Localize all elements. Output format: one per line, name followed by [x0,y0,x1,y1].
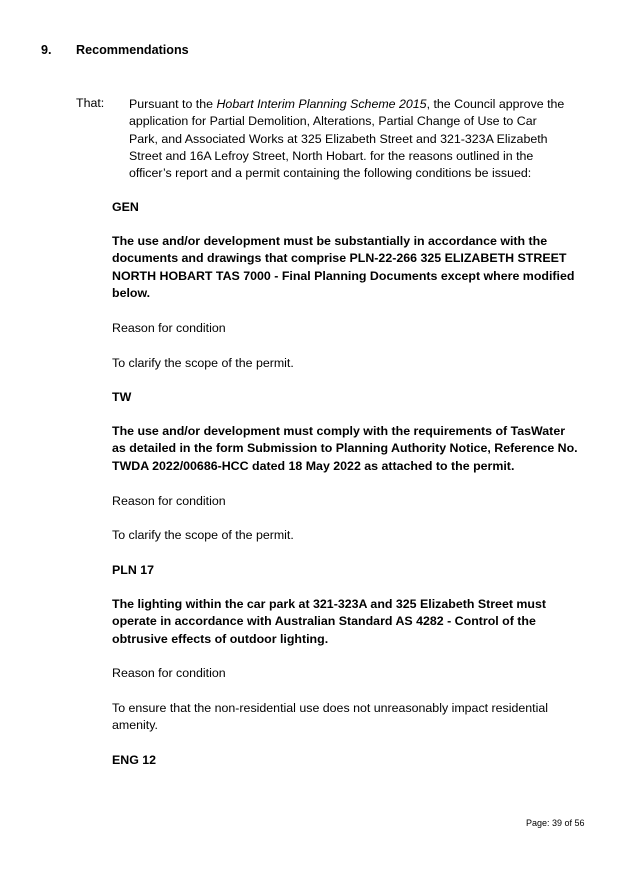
condition-code-tw: TW [112,390,132,404]
page-number: Page: 39 of 56 [526,818,585,828]
scheme-name: Hobart Interim Planning Scheme 2015 [216,97,427,111]
condition-code-pln17: PLN 17 [112,563,155,577]
reason-gen: To clarify the scope of the permit. [112,356,294,370]
intro-text-1: Pursuant to the [129,97,217,111]
that-label: That: [76,96,105,110]
intro-paragraph [129,96,569,182]
reason-pln17: To ensure that the non-residential use does not unreasonably impact residential amenity. [112,701,549,733]
condition-text-pln17: The lighting within the car park at 321-323A and 325 Elizabeth Street must operate in accordance with Australian Standard AS 4282 - Control of the obtrusive effects of outdoor lighting. [112,597,547,646]
section-number: 9. [41,43,52,57]
reason-label-gen: Reason for condition [112,321,226,335]
intro-text-2: , the Council approve the application for Partial Demolition, Alterations, Partial Change of Use to Car Park, and Associated Works at 325 Elizabeth Street and 321-323A Elizabeth Street and 16A Lefroy Street, North Hobart. for the reasons outlined in the officer’s report and a permit containing the following conditions be issued: [129,97,565,181]
reason-tw: To clarify the scope of the permit. [112,528,294,542]
condition-text-gen: The use and/or development must be substantially in accordance with the documents and drawings that comprise PLN-22-266 325 ELIZABETH STREET NORTH HOBART TAS 7000 - Final Planning Documents except where modified below. [112,234,575,300]
condition-text-tw: The use and/or development must comply with the requirements of TasWater as detailed in the form Submission to Planning Authority Notice, Reference No. TWDA 2022/00686-HCC dated 18 May 2022 as attached to the permit. [112,424,578,473]
condition-code-eng12: ENG 12 [112,753,157,767]
section-title: Recommendations [76,43,189,57]
reason-label-tw: Reason for condition [112,494,226,508]
reason-label-pln17: Reason for condition [112,666,226,680]
condition-code-gen: GEN [112,200,139,214]
